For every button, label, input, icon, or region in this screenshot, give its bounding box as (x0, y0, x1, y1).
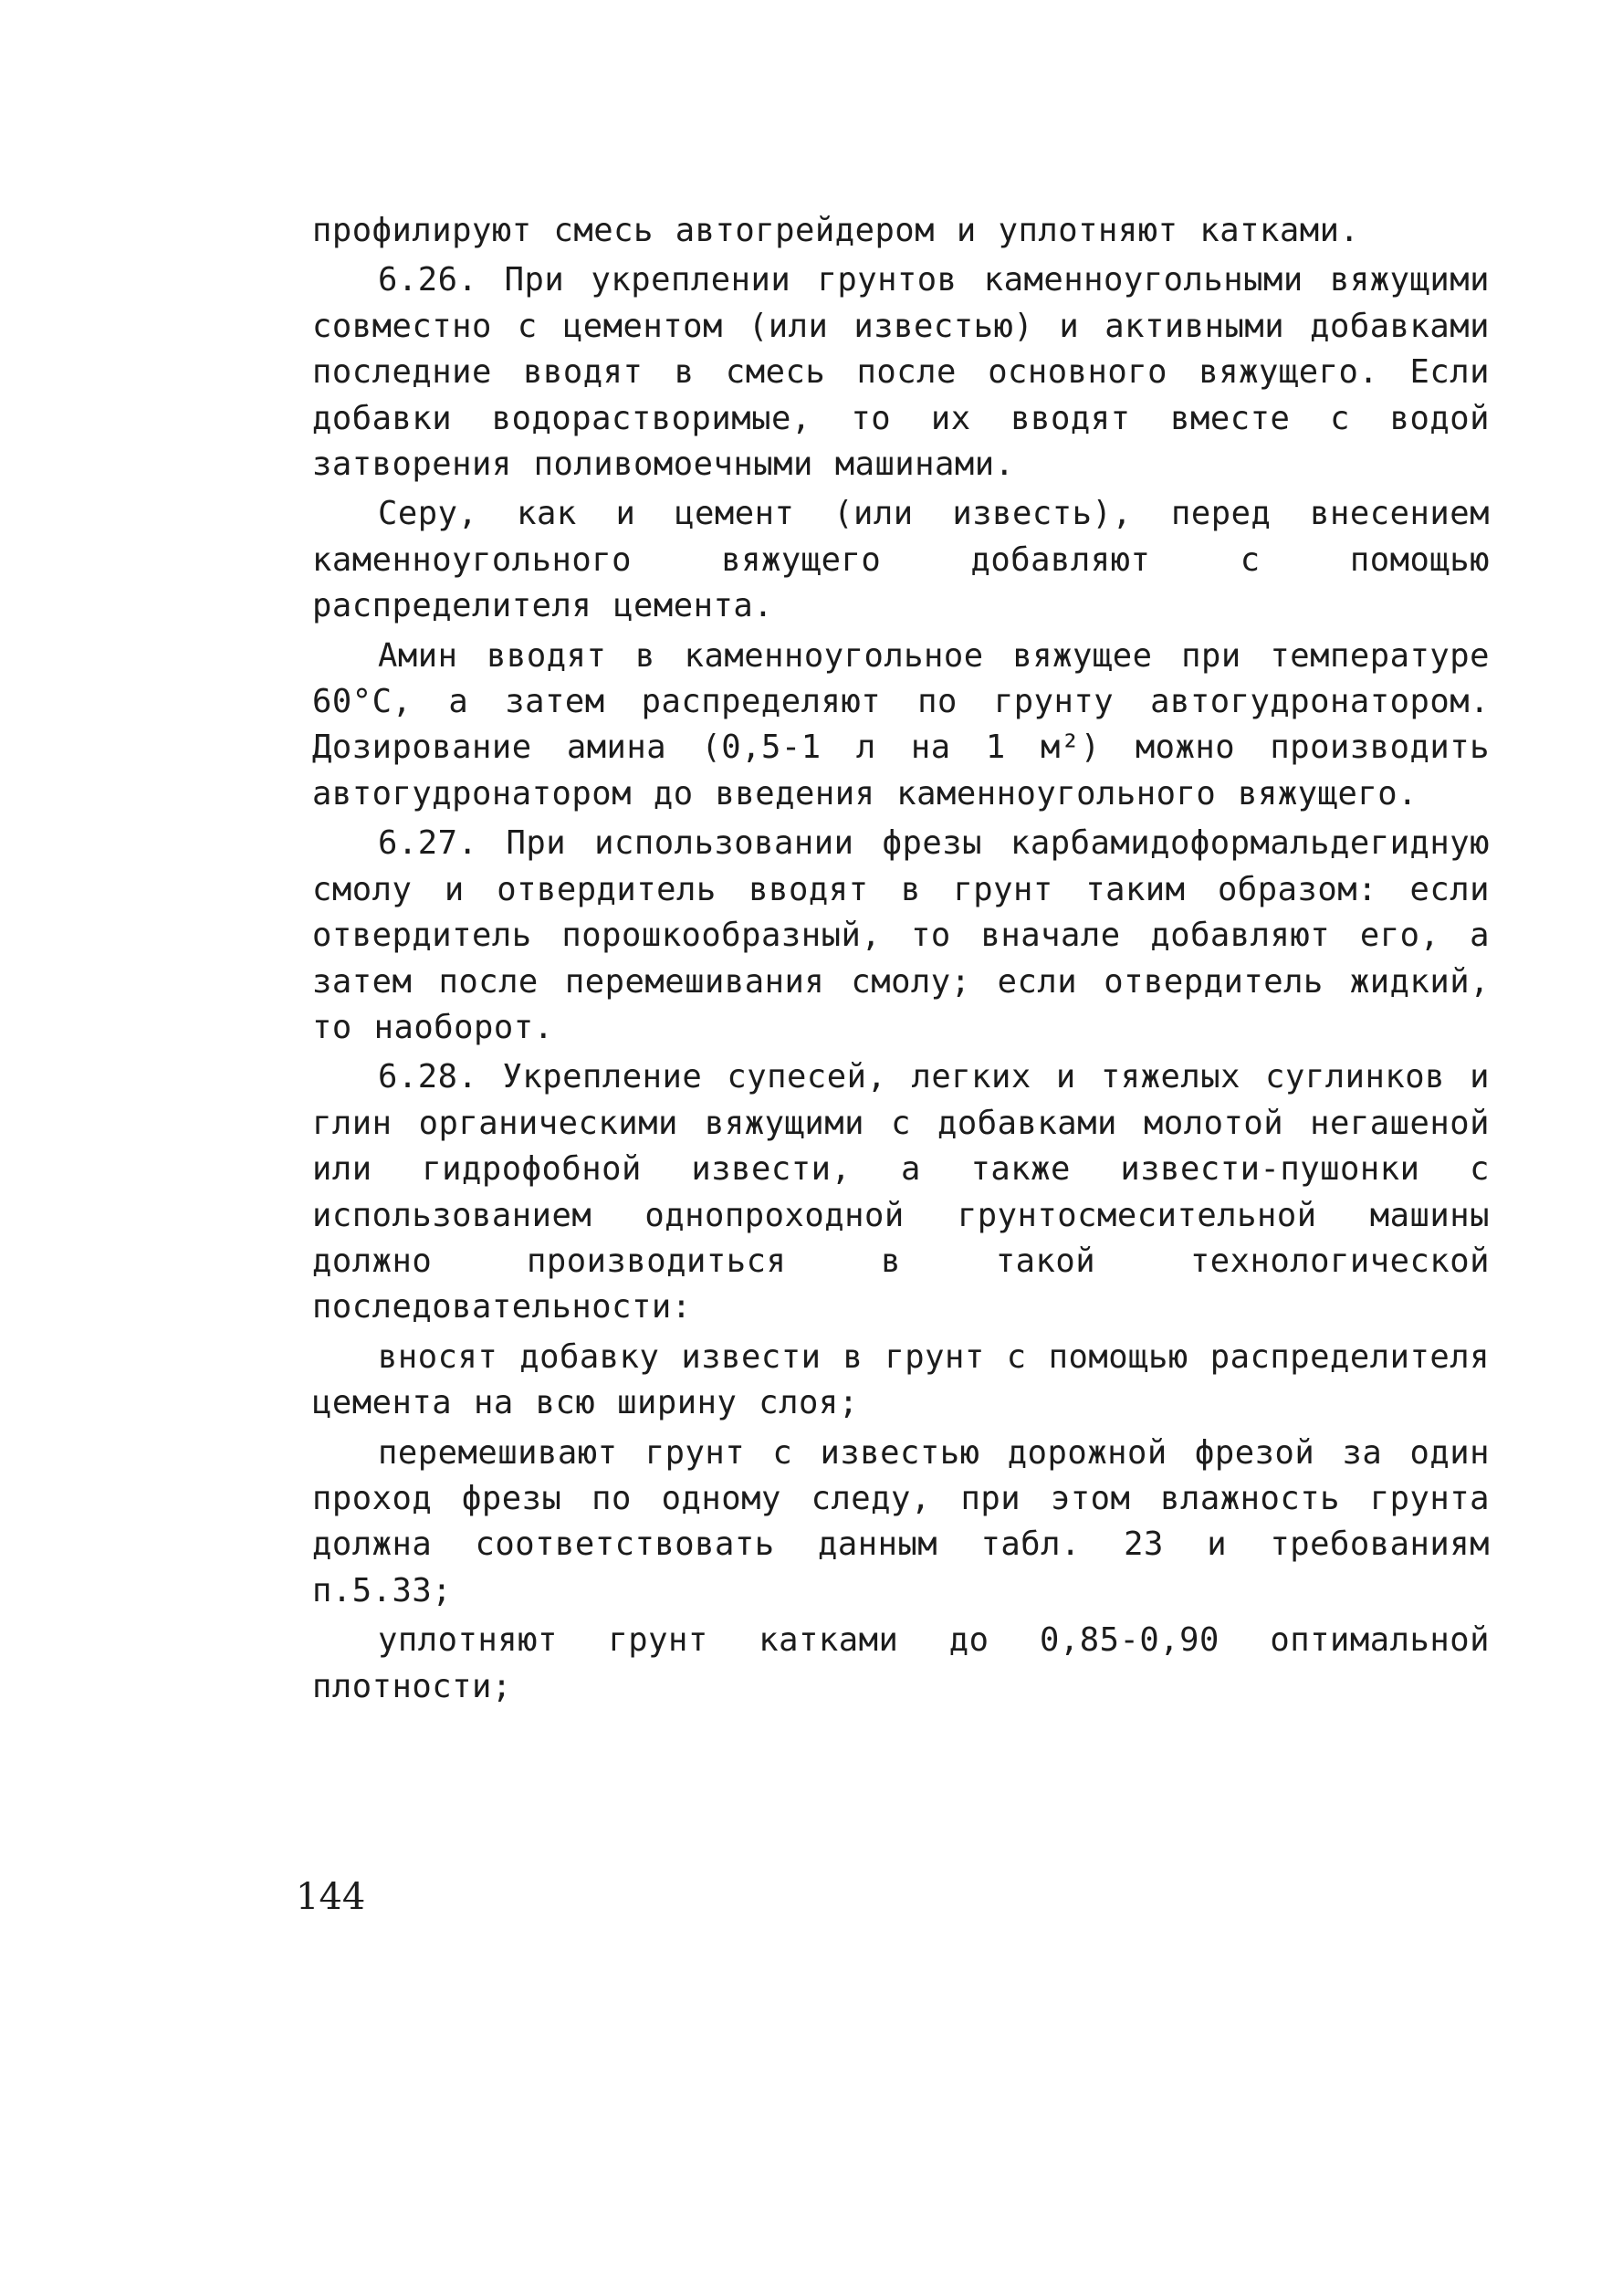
paragraph-6-26: 6.26. При укреплении грунтов каменноугольными вяжущими совместно с цементом (или известью) и активными добавками последние вводят в смесь после основного вяжущего. Если добавки водорастворимые, то их вводят вместе с водой затворения поливомоечными машинами. (312, 261, 1490, 484)
list-item-mixing: перемешивают грунт с известью дорожной фрезой за один проход фрезы по одному следу, при этом влажность грунта должна соответствовать данным табл. 23 и требованиям п.5.33; (312, 1433, 1490, 1609)
list-item-compaction: уплотняют грунт катками до 0,85-0,90 оптимальной плотности; (312, 1621, 1490, 1705)
body-text (312, 208, 1490, 1714)
paragraph-sulfur: Серу, как и цемент (или известь), перед внесением каменноугольного вяжущего добавляют с помощью распределителя цемента. (312, 495, 1490, 625)
page-number: 144 (296, 1876, 366, 1918)
paragraph-6-27: 6.27. При использовании фрезы карбамидоформальдегидную смолу и отвердитель вводят в грунт таким образом: если отвердитель порошкообразный, то вначале добавляют его, а затем после перемешивания смолу; если отвердитель жидкий, то наоборот. (312, 824, 1490, 1046)
paragraph-continued: профилируют смесь автогрейдером и уплотняют катками. (312, 212, 1360, 249)
paragraph-amine: Амин вводят в каменноугольное вяжущее при температуре 60°С, а затем распределяют по грунту автогудронатором. Дозирование амина (0,5-1 л на 1 м²) можно производить автогудронатором до введения каменноугольного вяжущего. (312, 636, 1490, 813)
list-item-lime-addition: вносят добавку извести в грунт с помощью распределителя цемента на всю ширину слоя; (312, 1337, 1490, 1422)
paragraph-6-28: 6.28. Укрепление супесей, легких и тяжелых суглинков и глин органическими вяжущими с добавками молотой негашеной или гидрофобной извести, а также извести-пушонки с использованием однопроходной грунтосмесительной машины должно производиться в такой технологической последовательности: (312, 1058, 1490, 1326)
